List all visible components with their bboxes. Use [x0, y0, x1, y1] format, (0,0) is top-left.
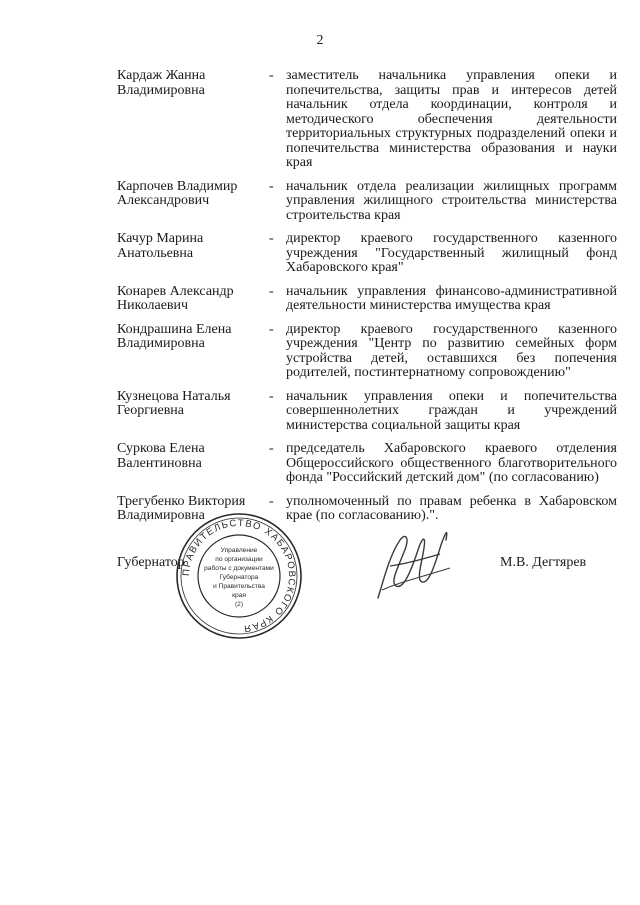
member-role: председатель Хабаровского краевого отделения Общероссийского общественного благотворительного фонда "Российский детский дом" (по согласованию) — [286, 441, 617, 485]
member-name — [117, 390, 269, 434]
member-role: начальник отдела реализации жилищных программ управления жилищного строительства министерства строительства края — [286, 178, 617, 223]
member-role: директор краевого государственного казенного учреждения "Государственный жилищный фонд Хабаровского края" — [286, 231, 617, 275]
stamp-center-text — [204, 547, 274, 608]
stamp-line: Губернатора — [219, 574, 259, 581]
member-surname-first: Кардаж Жанна — [117, 68, 206, 83]
member-name — [117, 495, 269, 524]
page-number: 2 — [316, 33, 324, 48]
member-role: заместитель начальника управления опеки и попечительства, защиты прав и интересов детей начальник отдела координации, контроля и методического обеспечения деятельности территориальных структурных подразделений опеки и попечительства министерства образования и науки края — [286, 68, 617, 170]
member-list — [117, 69, 617, 533]
member-dash: - — [269, 283, 274, 299]
governor-title: Губернатор — [117, 555, 185, 570]
member-name — [117, 180, 269, 224]
member-name — [117, 232, 269, 276]
member-dash: - — [269, 321, 274, 337]
member-dash: - — [269, 388, 274, 404]
handwritten-signature — [360, 520, 460, 610]
member-row — [117, 69, 617, 171]
svg-text:ПРАВИТЕЛЬСТВО ХАБАРОВСКОГО КРА — [181, 518, 297, 634]
member-name — [117, 69, 269, 171]
member-row — [117, 232, 617, 276]
stamp-line: работы с документами — [204, 565, 274, 572]
member-row — [117, 323, 617, 381]
member-patronymic: Георгиевна — [117, 403, 185, 418]
member-role: уполномоченный по правам ребенка в Хабаровском крае (по согласованию).". — [286, 493, 617, 523]
member-surname-first: Карпочев Владимир — [117, 178, 238, 194]
member-name — [117, 323, 269, 381]
member-surname-first: Качур Марина — [117, 231, 204, 246]
member-name — [117, 285, 269, 314]
member-surname-first: Кузнецова Наталья — [117, 388, 231, 404]
member-row — [117, 495, 617, 524]
member-row — [117, 285, 617, 314]
member-surname-first: Конарев Александр — [117, 283, 234, 299]
member-patronymic: Владимировна — [117, 82, 205, 98]
member-patronymic: Александрович — [117, 193, 210, 208]
member-role: начальник управления финансово-административной деятельности министерства имущества края — [286, 283, 617, 313]
member-patronymic: Анатольевна — [117, 245, 194, 261]
member-name — [117, 442, 269, 486]
stamp-line: и Правительства — [213, 583, 265, 590]
stamp-line: края — [232, 592, 246, 599]
member-dash: - — [269, 68, 274, 83]
member-row — [117, 390, 617, 434]
member-role: начальник управления опеки и попечительства совершеннолетних граждан и учреждений министерства социальной защиты края — [286, 388, 617, 433]
member-row — [117, 180, 617, 224]
member-row — [117, 442, 617, 486]
stamp-ring-text: ПРАВИТЕЛЬСТВО ХАБАРОВСКОГО КРАЯ — [180, 517, 298, 634]
stamp-line: по организации — [215, 556, 263, 563]
member-patronymic: Владимировна — [117, 508, 205, 523]
member-dash: - — [269, 493, 274, 509]
stamp-line: Управление — [220, 547, 258, 554]
member-dash: - — [269, 231, 274, 246]
member-patronymic: Владимировна — [117, 336, 205, 351]
governor-name: М.В. Дегтярев — [500, 555, 587, 570]
member-dash: - — [269, 441, 274, 456]
member-patronymic: Николаевич — [117, 298, 189, 313]
member-surname-first: Трегубенко Виктория — [117, 493, 246, 509]
member-surname-first: Суркова Елена — [117, 441, 205, 456]
member-patronymic: Валентиновна — [117, 455, 202, 471]
member-surname-first: Кондрашина Елена — [117, 321, 232, 337]
member-dash: - — [269, 178, 274, 194]
stamp-line: (2) — [234, 601, 244, 608]
member-role: директор краевого государственного казенного учреждения "Центр по развитию семейных форм устройства детей, оставшихся без попечения родителей, постинтернатному сопровождению" — [286, 321, 617, 380]
